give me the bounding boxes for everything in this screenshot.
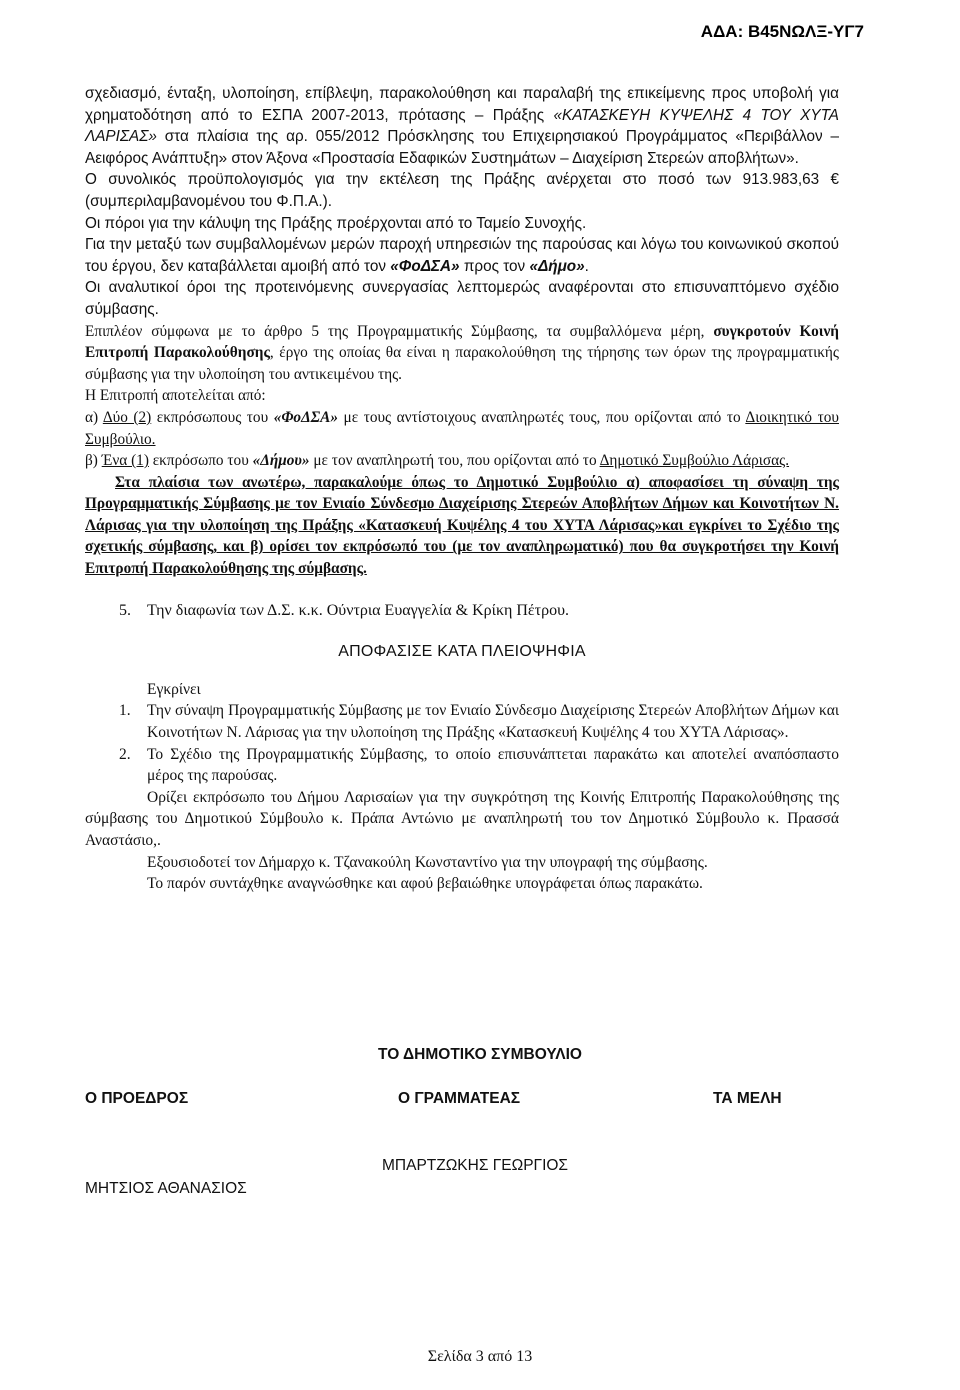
document-body (85, 83, 839, 895)
council-title: ΤΟ ΔΗΜΟΤΙΚΟ ΣΥΜΒΟΥΛΙΟ (378, 1046, 582, 1063)
paragraph-committee: Επιπλέον σύμφωνα με το άρθρο 5 της Προγραμματικής Σύμβασης, τα συμβαλλόμενα μέρη, συγκροτούν Κοινή Επιτροπή Παρακολούθησης, έργο της οποίας θα είναι η παρακολούθηση της τήρησης των όρων της προγραμματικής σύμβασης για την υλοποίηση του αντικειμένου της. (85, 322, 839, 383)
decision-item-1-number: 1. (119, 702, 131, 720)
members-label: ΤΑ ΜΕΛΗ (713, 1090, 782, 1107)
paragraph-fodsa-reps: α) Δύο (2) εκπρόσωπους του «ΦοΔΣΑ» με τους αντίστοιχους αναπληρωτές τους, που ορίζονται από το Διοικητικό του Συμβούλιο. (85, 408, 839, 448)
item-5-number: 5. (119, 601, 131, 619)
president-name: ΜΗΤΣΙΟΣ ΑΘΑΝΑΣΙΟΣ (85, 1180, 247, 1197)
paragraph-municipality-rep: β) Ένα (1) εκπρόσωπο του «Δήμου» με τον αναπληρωτή του, που ορίζονται από το Δημοτικό Συμβούλιο Λάρισας. (85, 452, 790, 470)
paragraph-authorize: Εξουσιοδοτεί τον Δήμαρχο κ. Τζανακούλη Κωνσταντίνο για την υπογραφή της σύμβασης. (147, 853, 708, 871)
item-5-text: Την διαφωνία των Δ.Σ. κ.κ. Ούντρια Ευαγγελία & Κρίκη Πέτρου. (147, 601, 569, 619)
decision-item-1-text: Την σύναψη Προγραμματικής Σύμβασης με τον Ενιαίο Σύνδεσμο Διαχείρισης Στερεών Αποβλήτων Δήμων και Κοινοτήτων Ν. Λάρισας για την υλοποίηση της Πράξης «Κατασκευή Κυψέλης 4 του ΧΥΤΑ Λάρισας». (147, 702, 839, 742)
ada-code: ΑΔΑ: Β45ΝΩΛΞ-ΥΓ7 (700, 22, 864, 41)
page-number: Σελίδα 3 από 13 (427, 1348, 533, 1365)
decision-item-2-number: 2. (119, 745, 131, 763)
paragraph-committee-members: Η Επιτροπή αποτελείται από: (85, 387, 266, 405)
approve-label: Εγκρίνει (147, 680, 201, 698)
president-label: Ο ΠΡΟΕΔΡΟΣ (85, 1090, 189, 1107)
decision-item-1 (85, 700, 839, 743)
paragraph-terms: Οι αναλυτικοί όροι της προτεινόμενης συνεργασίας λεπτομερώς αναφέρονται στο επισυναπτόμενο σχέδιο σύμβασης. (85, 279, 839, 318)
paragraph-budget: Ο συνολικός προϋπολογισμός για την εκτέλεση της Πράξης ανέρχεται στο ποσό των 913.983,63 € (συμπεριλαμβανομένου του Φ.Π.Α.). (85, 171, 839, 210)
paragraph-no-fee: Για την μεταξύ των συμβαλλομένων μερών παροχή υπηρεσιών της παρούσας και λόγω του κοινωνικού σκοπού του έργου, δεν καταβάλλεται αμοιβή από τον «ΦοΔΣΑ» προς τον «Δήμο». (85, 236, 839, 275)
secretary-name: ΜΠΑΡΤΖΩΚΗΣ ΓΕΩΡΓΙΟΣ (382, 1157, 569, 1174)
decision-item-2 (85, 744, 839, 787)
decision-item-2-text: Το Σχέδιο της Προγραμματικής Σύμβασης, το οποίο επισυνάπτεται παρακάτω και αποτελεί αναπόσπαστο μέρος της παρούσας. (147, 745, 839, 785)
secretary-label: Ο ΓΡΑΜΜΑΤΕΑΣ (398, 1090, 521, 1107)
decision-title: ΑΠΟΦΑΣΙΣΕ ΚΑΤΑ ΠΛΕΙΟΨΗΦΙΑ (338, 643, 586, 661)
paragraph-project-description: σχεδιασμό, ένταξη, υλοποίηση, επίβλεψη, παρακολούθηση και παραλαβή της επικείμενης προς υποβολή για χρηματοδότηση από το ΕΣΠΑ 2007-2013, πρότασης – Πράξης «ΚΑΤΑΣΚΕΥΗ ΚΥΨΕΛΗΣ 4 ΤΟΥ ΧΥΤΑ ΛΑΡΙΣΑΣ» στα πλαίσια της αρ. 055/2012 Πρόσκλησης του Επιχειρησιακού Προγράμματος «Περιβάλλον – Αειφόρος Ανάπτυξη» στον Άξονα «Προστασία Εδαφικών Συστημάτων – Διαχείριση Στερεών αποβλήτων». (85, 85, 839, 167)
item-5-dissent (85, 600, 839, 622)
paragraph-funding-source: Οι πόροι για την κάλυψη της Πράξης προέρχονται από το Ταμείο Συνοχής. (85, 214, 587, 232)
paragraph-request: Στα πλαίσια των ανωτέρω, παρακαλούμε όπως το Δημοτικό Συμβούλιο α) αποφασίσει τη σύναψη της Προγραμματικής Σύμβασης με τον Ενιαίο Σύνδεσμο Διαχείρισης Στερεών Αποβλήτων Δήμων και Κοινοτήτων Ν. Λάρισας για την υλοποίηση της Πράξης «Κατασκευή Κυψέλης 4 του ΧΥΤΑ Λάρισας»και εγκρίνει το Σχέδιο της σχετικής σύμβασης, και β) ορίσει τον εκπρόσωπό του (με τον αναπληρωματικό) που θα συγκροτήσει την Κοινή Επιτροπή Παρακολούθησης της σύμβασης. (85, 473, 839, 578)
paragraph-appoint: Ορίζει εκπρόσωπο του Δήμου Λαρισαίων για την συγκρότηση της Κοινής Επιτροπής Παρακολούθησης της σύμβασης του Δημοτικού Σύμβουλο κ. Πράπα Αντώνιο με αναπληρωτή του τον Δημοτικό Σύμβουλο κ. Πρασσά Αναστάσιο,. (85, 788, 839, 849)
paragraph-closing: Το παρόν συντάχθηκε αναγνώσθηκε και αφού βεβαιώθηκε υπογράφεται όπως παρακάτω. (147, 875, 703, 893)
